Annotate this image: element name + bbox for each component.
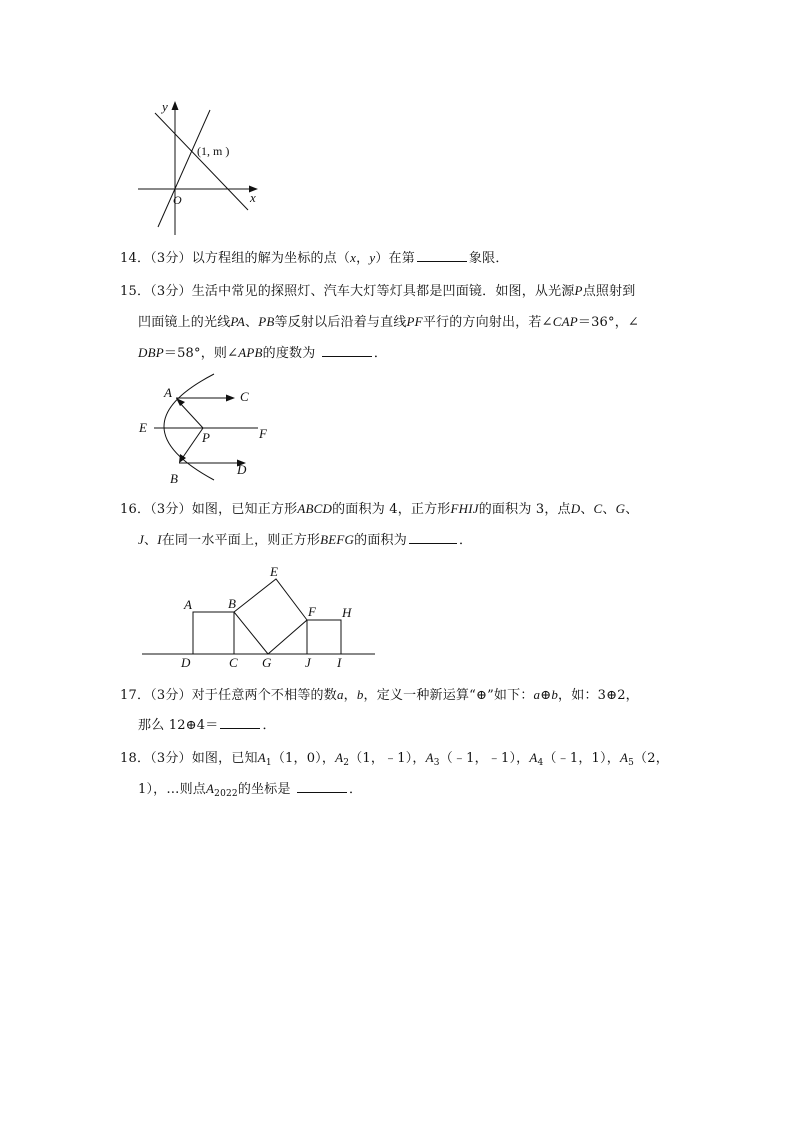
square-FHIJ	[307, 620, 341, 654]
q15-eq2: ＝58°，则∠	[163, 346, 239, 361]
q15-line2-c: 平行的方向射出，若∠	[422, 315, 553, 330]
q14-sep: ，	[356, 251, 370, 266]
label-B: B	[170, 471, 178, 486]
q15-DBP: DBP	[138, 345, 164, 360]
q16-FHIJ: FHIJ	[450, 501, 479, 516]
square-BEFG	[234, 579, 307, 654]
q17-line2-a: 那么 12⊕4＝	[138, 718, 219, 733]
q16-ABCD: ABCD	[297, 501, 333, 516]
q18-intro: 如图，已知	[191, 751, 258, 766]
q15-line2-a: 凹面镜上的光线	[138, 315, 231, 330]
decreasing-line	[155, 113, 248, 210]
y-axis-arrow	[172, 101, 179, 110]
q17-sep: ，	[343, 688, 357, 703]
q15-APB: APB	[238, 345, 263, 360]
label-E: E	[270, 564, 278, 579]
label-C: C	[229, 655, 238, 670]
question-16	[120, 494, 695, 556]
label-H: H	[342, 605, 352, 620]
q18-line2-a: 1），…则点	[138, 782, 206, 797]
q15-sep: 、	[245, 315, 259, 330]
q16-line1-c: 的面积为 3，点	[478, 502, 571, 517]
q18-A3: A	[425, 750, 434, 765]
q14-y: y	[369, 250, 376, 265]
q15-PB: PB	[258, 314, 275, 329]
q16-sep-1: 、	[580, 502, 594, 517]
q15-P: P	[574, 283, 583, 298]
q18-sub-4: 4	[537, 758, 544, 768]
q17-op: ⊕	[540, 688, 552, 703]
q16-I: I	[157, 532, 162, 547]
label-I: I	[337, 655, 342, 670]
label-A: A	[184, 597, 192, 612]
q16-line-1	[120, 494, 695, 525]
question-15	[120, 276, 695, 369]
q16-sep-3: 、	[625, 502, 639, 517]
q16-BEFG: BEFG	[320, 532, 355, 547]
q18-sub-2022: 2022	[214, 789, 238, 799]
q15-line-3	[120, 338, 695, 369]
q17-line1-c: ，如：3⊕2，	[558, 688, 639, 703]
label-B: B	[228, 596, 236, 611]
label-J: J	[305, 655, 311, 670]
label-F: F	[308, 604, 316, 619]
q17-number: 17．	[120, 688, 151, 703]
q18-end: ．	[349, 782, 363, 797]
q14-score: （3分）	[150, 251, 192, 266]
q18-A2: A	[335, 750, 344, 765]
q16-line-2	[120, 525, 695, 556]
q18-number: 18．	[120, 751, 151, 766]
label-P: P	[202, 430, 210, 445]
q16-J: J	[138, 532, 144, 547]
ray-PA	[179, 402, 203, 428]
question-17	[120, 680, 695, 741]
q18-A5: A	[619, 750, 629, 765]
label-E: E	[139, 420, 147, 435]
q14-number: 14．	[120, 251, 151, 266]
q18-sub-5: 5	[628, 758, 635, 768]
label-G: G	[262, 655, 272, 670]
q16-line2-a: 在同一水平面上，则正方形	[161, 533, 321, 548]
square-ABCD	[193, 612, 234, 654]
q14-x: x	[350, 250, 357, 265]
q18-v3: （﹣1，﹣1），	[439, 751, 530, 766]
y-axis-label: y	[162, 99, 168, 114]
label-A: A	[164, 385, 172, 400]
q16-score: （3分）	[150, 502, 192, 517]
q16-answer-blank[interactable]	[409, 529, 457, 544]
q16-number: 16．	[120, 502, 151, 517]
q16-end: ．	[458, 533, 473, 548]
figure-13-graph	[130, 95, 270, 240]
label-C: C	[240, 389, 249, 404]
label-D: D	[237, 462, 247, 477]
q15-line-1	[120, 276, 695, 307]
q17-answer-blank[interactable]	[220, 714, 260, 729]
label-D: D	[181, 655, 191, 670]
q17-score: （3分）	[150, 688, 192, 703]
q18-score: （3分）	[150, 751, 192, 766]
ray-AC-arrowhead	[226, 395, 235, 402]
q16-sep-4: 、	[143, 533, 158, 548]
ray-PA-arrowhead	[176, 398, 185, 406]
q17-op-a: a	[533, 687, 541, 702]
q15-line1: 生活中常见的探照灯、汽车大灯等灯具都是凹面镜．如图，从光源	[191, 284, 575, 299]
q15-line1-end: 点照射到	[582, 284, 636, 299]
figure-16-squares	[140, 562, 380, 672]
q17-b: b	[356, 687, 364, 702]
q14-text-a: 以方程组的解为坐标的点（	[191, 251, 351, 266]
question-14	[120, 243, 695, 274]
q17-a: a	[336, 687, 344, 702]
q15-PA: PA	[230, 314, 246, 329]
q18-line2-b: 的坐标是	[237, 782, 291, 797]
q18-v5: （2，	[634, 751, 669, 766]
q15-CAP: CAP	[552, 314, 578, 329]
q16-G: G	[615, 501, 626, 516]
x-axis-label: x	[250, 190, 256, 205]
q15-score: （3分）	[150, 284, 192, 299]
q15-number: 15．	[120, 284, 151, 299]
question-18	[120, 743, 695, 805]
q18-v2: （1，﹣1），	[349, 751, 426, 766]
q18-answer-blank[interactable]	[297, 778, 347, 793]
origin-label: O	[173, 193, 182, 207]
q18-line-2	[120, 774, 695, 805]
label-F: F	[259, 426, 267, 441]
q17-end: ．	[262, 718, 276, 733]
q18-line-1	[120, 743, 695, 774]
q15-line3-end: 的度数为	[262, 346, 316, 361]
q17-line1-b: ，定义一种新运算“⊕”如下：	[363, 688, 534, 703]
q18-sub-3: 3	[433, 758, 440, 768]
q16-sep-2: 、	[602, 502, 616, 517]
q15-line2-b: 等反射以后沿着与直线	[274, 315, 407, 330]
q14-text-c: 象限．	[468, 251, 509, 266]
q18-A2022: A	[205, 781, 215, 796]
q14-text-b: ）在第	[375, 251, 415, 266]
line-through-origin	[158, 110, 210, 227]
q17-line1-a: 对于任意两个不相等的数	[191, 688, 337, 703]
q18-A4: A	[529, 750, 538, 765]
q15-PF: PF	[406, 314, 423, 329]
q16-line1-b: 的面积为 4，正方形	[332, 502, 451, 517]
q17-line-1	[120, 680, 695, 711]
q15-end: ．	[373, 346, 388, 361]
q15-line-2	[120, 307, 695, 338]
q15-answer-blank[interactable]	[322, 342, 372, 357]
q17-line-2	[120, 711, 695, 741]
figure-15-mirror	[130, 370, 280, 490]
q18-A1: A	[257, 750, 266, 765]
q16-line1-a: 如图，已知正方形	[191, 502, 298, 517]
q16-line2-b: 的面积为	[354, 533, 407, 548]
intersection-label: (1, m )	[197, 144, 230, 158]
q17-op-b: b	[551, 687, 559, 702]
q14-answer-blank[interactable]	[417, 247, 467, 262]
q18-v4: （﹣1，1），	[543, 751, 620, 766]
q16-C: C	[593, 501, 603, 516]
q18-sub-2: 2	[343, 758, 350, 768]
q16-D: D	[570, 501, 581, 516]
ray-PB	[181, 428, 203, 460]
q18-sub-1: 1	[265, 758, 272, 768]
q15-eq1: ＝36°，∠	[577, 315, 640, 330]
q18-v1: （1，0），	[271, 751, 336, 766]
